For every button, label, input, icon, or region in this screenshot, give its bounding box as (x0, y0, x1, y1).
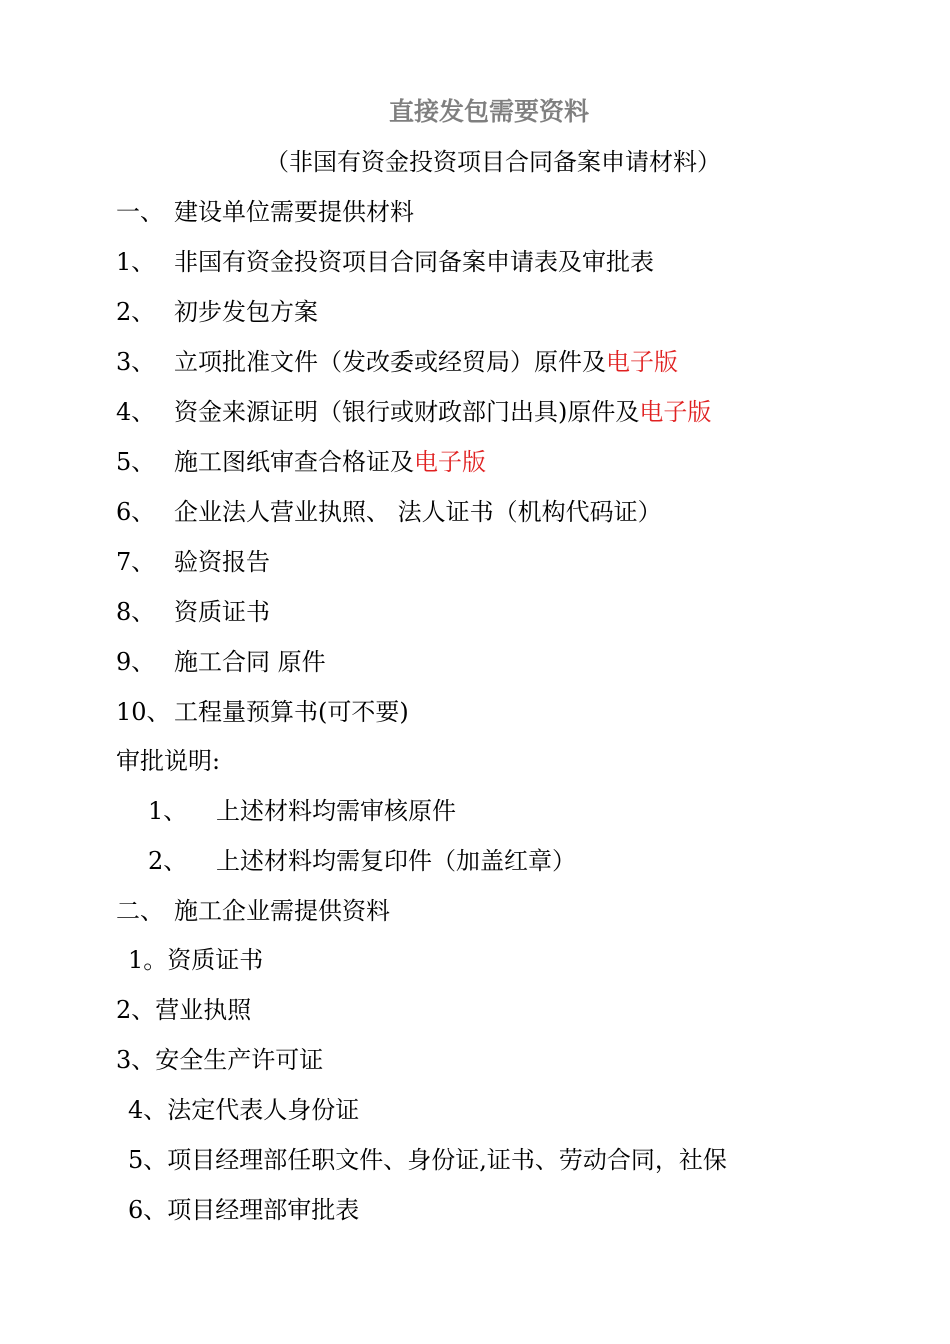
list-item (116, 492, 662, 532)
list-item (148, 841, 576, 881)
item-text: 验资报告 (174, 548, 270, 576)
item-text: 企业法人营业执照、 法人证书（机构代码证） (174, 498, 662, 526)
list-item (116, 642, 326, 682)
item-number: 8、 (116, 598, 156, 626)
section1-heading-number: 一、 (116, 198, 164, 226)
item-text: 上述材料均需审核原件 (216, 797, 456, 825)
list-item (116, 242, 654, 282)
approval-heading: 审批说明: (116, 747, 221, 775)
list-item: 1。资质证书 (128, 946, 264, 974)
item-text: 资质证书 (174, 598, 270, 626)
list-item (116, 292, 318, 332)
section2-heading-text: 施工企业需提供资料 (174, 897, 390, 925)
item-highlight: 电子版 (639, 398, 712, 426)
list-item: 4、法定代表人身份证 (128, 1096, 360, 1124)
item-number: 2、 (148, 847, 188, 875)
section2-heading (116, 891, 390, 931)
item-number: 4、 (116, 398, 156, 426)
list-item: 5、项目经理部任职文件、身份证,证书、劳动合同，社保 (128, 1146, 727, 1174)
list-item (116, 592, 270, 632)
item-text: 施工图纸审查合格证及 (174, 448, 414, 476)
item-text: 施工合同 原件 (174, 648, 326, 676)
item-text: 初步发包方案 (174, 298, 318, 326)
section2-heading-number: 二、 (116, 897, 164, 925)
item-text: 资金来源证明（银行或财政部门出具)原件及 (174, 398, 640, 426)
item-number: 3、 (116, 348, 156, 376)
list-item (148, 791, 456, 831)
list-item: 2、营业执照 (116, 996, 252, 1024)
list-item (116, 342, 678, 382)
item-number: 7、 (116, 548, 156, 576)
item-number: 9、 (116, 648, 156, 676)
item-text: 工程量预算书(可不要) (174, 698, 409, 726)
section1-heading-text: 建设单位需要提供材料 (174, 198, 414, 226)
item-number: 6、 (116, 498, 156, 526)
item-number: 5、 (116, 448, 156, 476)
list-item (116, 392, 711, 432)
list-item (116, 442, 486, 482)
list-item: 3、安全生产许可证 (116, 1046, 324, 1074)
item-highlight: 电子版 (414, 448, 486, 476)
item-number: 1、 (116, 248, 156, 276)
item-number: 2、 (116, 298, 156, 326)
item-text: 上述材料均需复印件（加盖红章） (216, 847, 576, 875)
section1-heading (116, 192, 414, 232)
item-highlight: 电子版 (606, 348, 678, 376)
item-text: 立项批准文件（发改委或经贸局）原件及 (174, 348, 606, 376)
list-item (116, 692, 409, 732)
document-title: 直接发包需要资料 (388, 97, 589, 126)
list-item (116, 542, 270, 582)
document-subtitle: （非国有资金投资项目合同备案申请材料） (265, 148, 721, 176)
list-item: 6、项目经理部审批表 (128, 1196, 360, 1224)
item-text: 非国有资金投资项目合同备案申请表及审批表 (174, 248, 654, 276)
item-number: 10、 (116, 698, 171, 726)
item-number: 1、 (148, 797, 188, 825)
